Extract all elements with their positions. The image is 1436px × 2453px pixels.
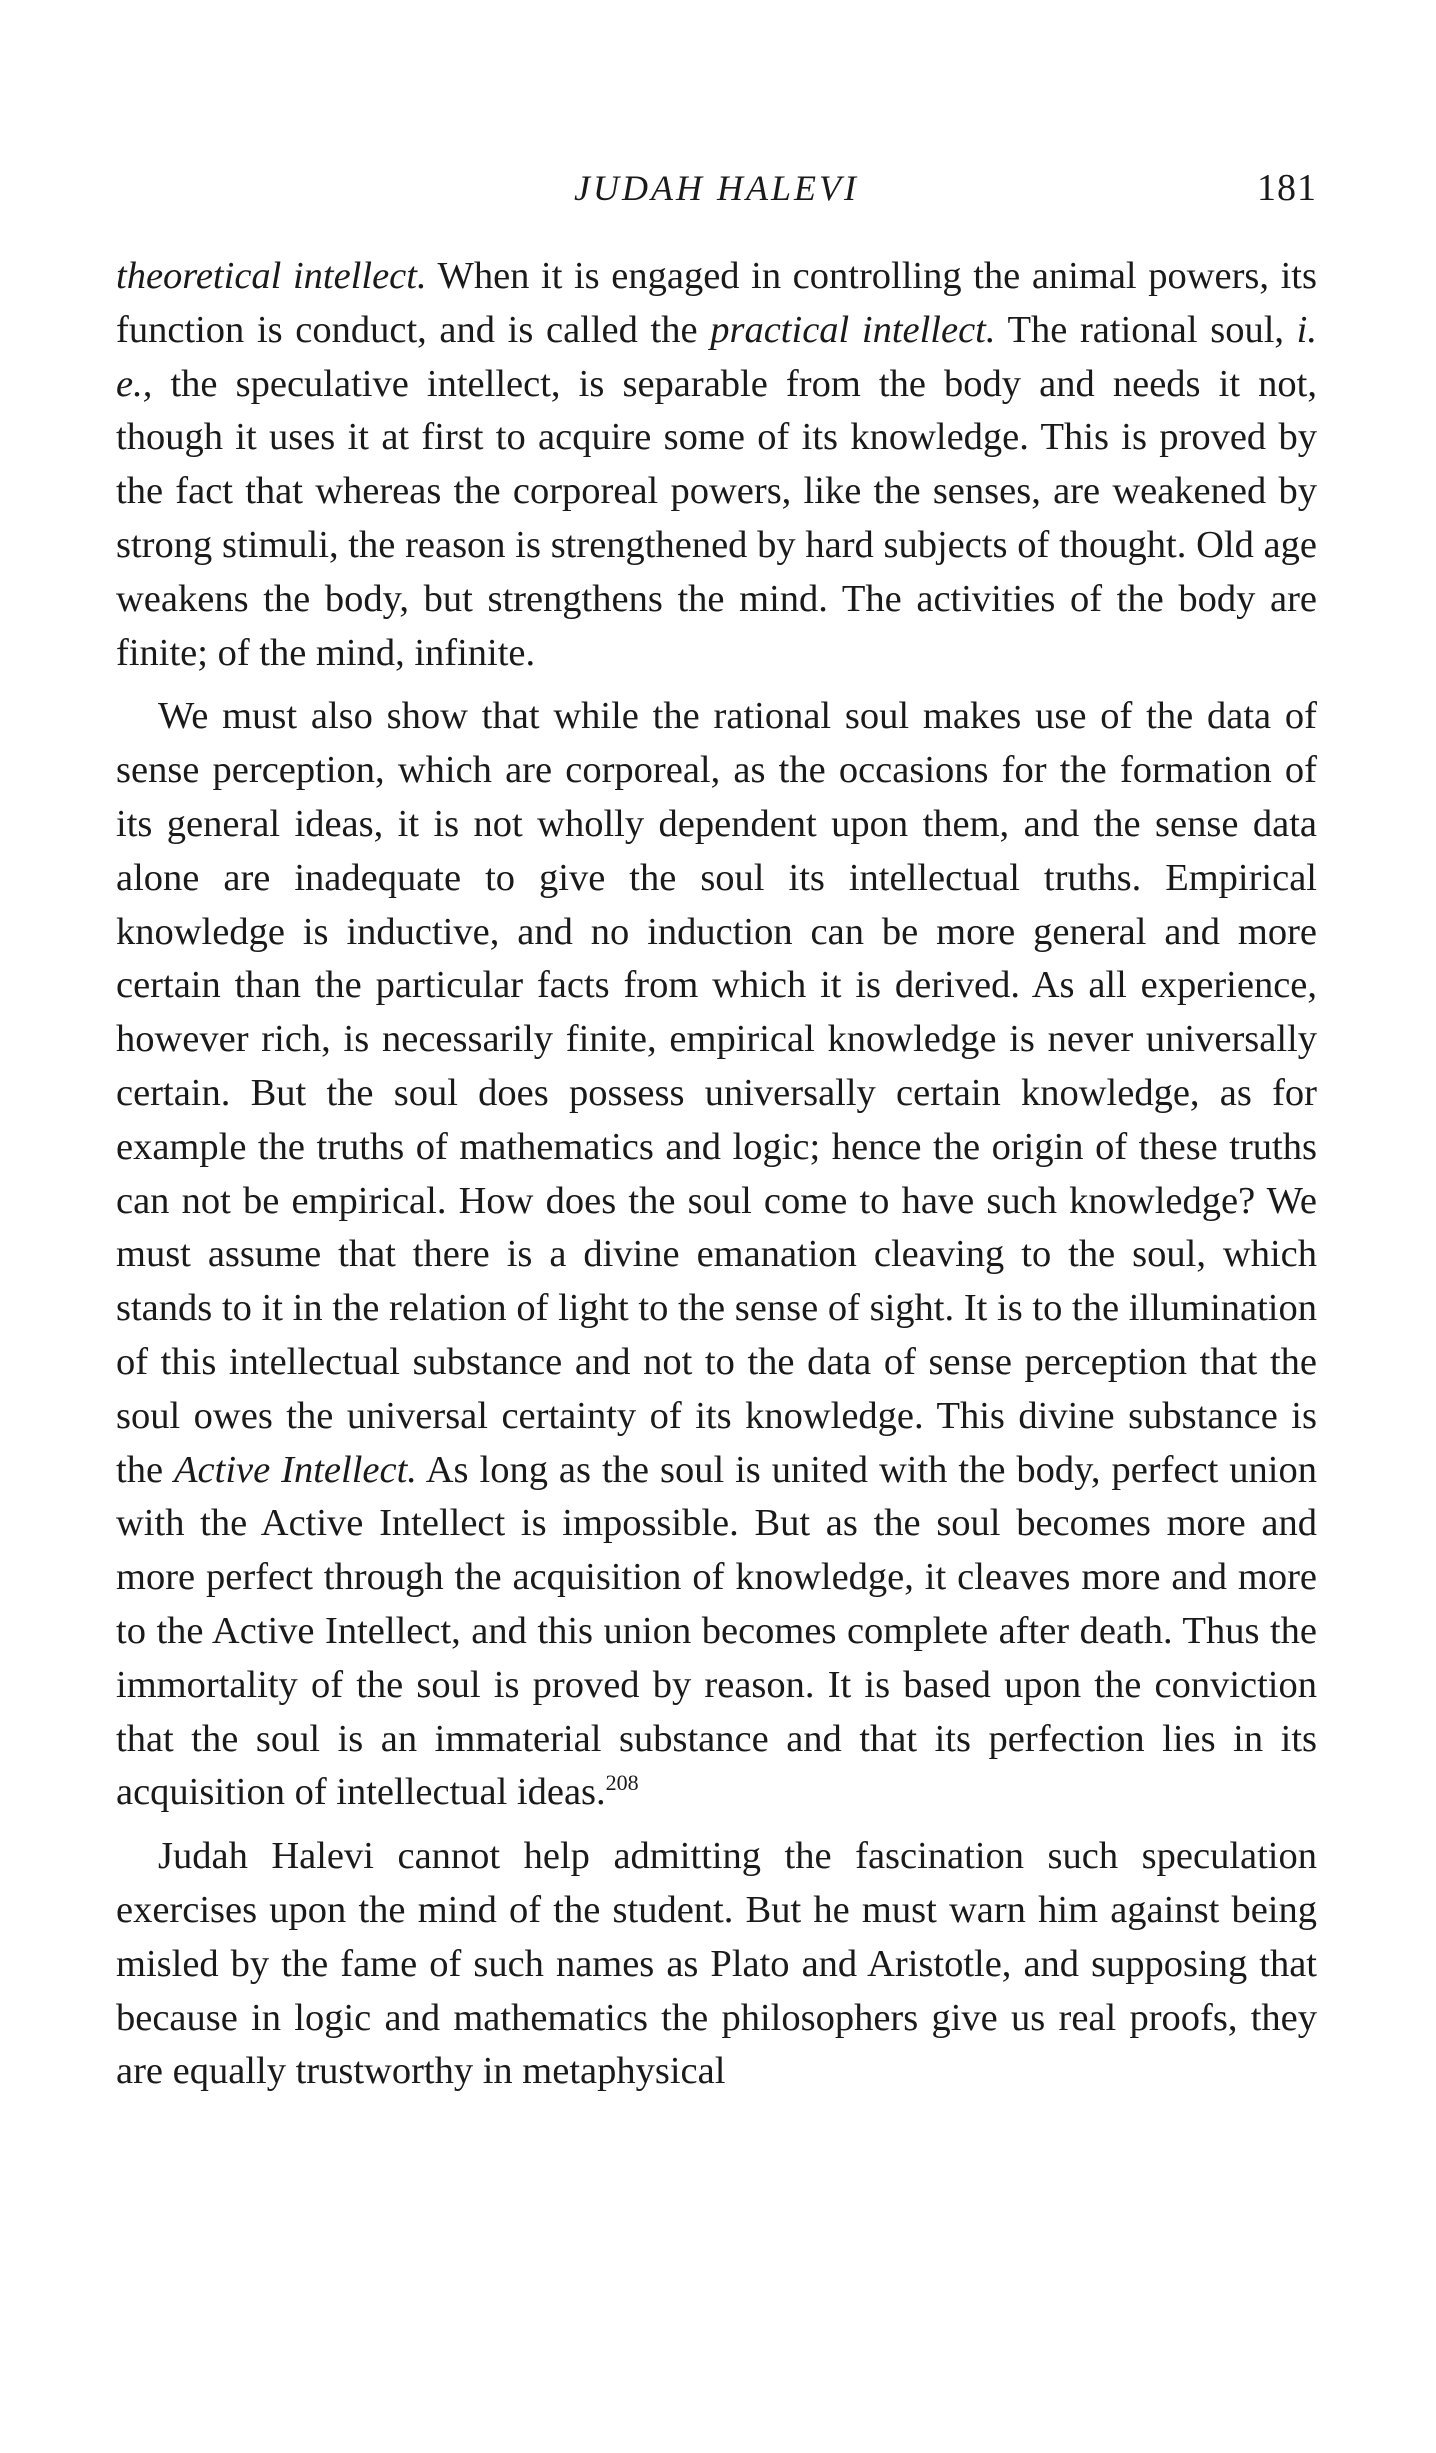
emphasis-practical-intellect: practical intellect. xyxy=(710,308,996,351)
footnote-marker[interactable]: 208 xyxy=(605,1770,639,1796)
paragraph-1-text-a: When it is engaged in controlling the animal powers, its function is conduct, and is called the xyxy=(116,255,1317,351)
paragraph-2-text-b: As long as the soul is united with the body, perfect union with the Active Intellect is impossible. But as the soul becomes more and more perfect through the acquisition of knowledge, it cleaves more and more to the Active Intellect, and this union becomes complete after death. Thus the immortality of the soul is proved by reason. It is based upon the conviction that the soul is an immaterial substance and that its perfection lies in its acquisition of intellectual ideas. xyxy=(116,1448,1317,1814)
paragraph-1-text-b: The rational soul, xyxy=(995,308,1297,351)
emphasis-active-intellect: Active Intellect. xyxy=(174,1448,417,1491)
paragraph-3-text: Judah Halevi cannot help admitting the fascination such speculation exercises upon the mind of the student. But he must warn him against being misled by the fame of such names as Plato and Aristotle, and supposing that because in logic and mathematics the philosophers give us real proofs, they are equally trustworthy in metaphysical xyxy=(116,1835,1317,2093)
paragraph-1-text-c: the speculative intellect, is separable from the body and needs it not, though it uses it at first to acquire some of its knowledge. This is proved by the fact that whereas the corporeal powers, like the senses, are weakened by strong stimuli, the reason is strengthened by hard subjects of thought. Old age weakens the body, but strengthens the mind. The activities of the body are finite; of the mind, infinite. xyxy=(116,362,1317,674)
paragraph-3 xyxy=(116,1830,1317,2099)
emphasis-ie: i. e., xyxy=(116,308,1317,405)
page-header xyxy=(116,163,1317,213)
paragraph-2 xyxy=(116,690,1317,1820)
paragraph-2-text-a: We must also show that while the rational soul makes use of the data of sense perception, which are corporeal, as the occasions for the formation of its general ideas, it is not wholly dependent upon them, and the sense data alone are inadequate to give the soul its intellectual truths. Empirical knowledge is inductive, and no induction can be more general and more certain than the particular facts from which it is derived. As all experience, however rich, is necessarily finite, empirical knowledge is never universally certain. But the soul does possess universally certain knowledge, as for example the truths of mathematics and logic; hence the origin of these truths can not be empirical. How does the soul come to have such knowledge? We must assume that there is a divine emanation cleaving to the soul, which stands to it in the relation of light to the sense of sight. It is to the illumination of this intellectual substance and not to the data of sense perception that the soul owes the universal certainty of its knowledge. This divine substance is the xyxy=(116,695,1317,1491)
page-number: 181 xyxy=(1257,167,1317,209)
body-text xyxy=(116,250,1317,2099)
paragraph-1 xyxy=(116,250,1317,680)
emphasis-theoretical-intellect: theoretical intellect. xyxy=(116,255,427,297)
running-head: JUDAH HALEVI xyxy=(574,168,859,208)
